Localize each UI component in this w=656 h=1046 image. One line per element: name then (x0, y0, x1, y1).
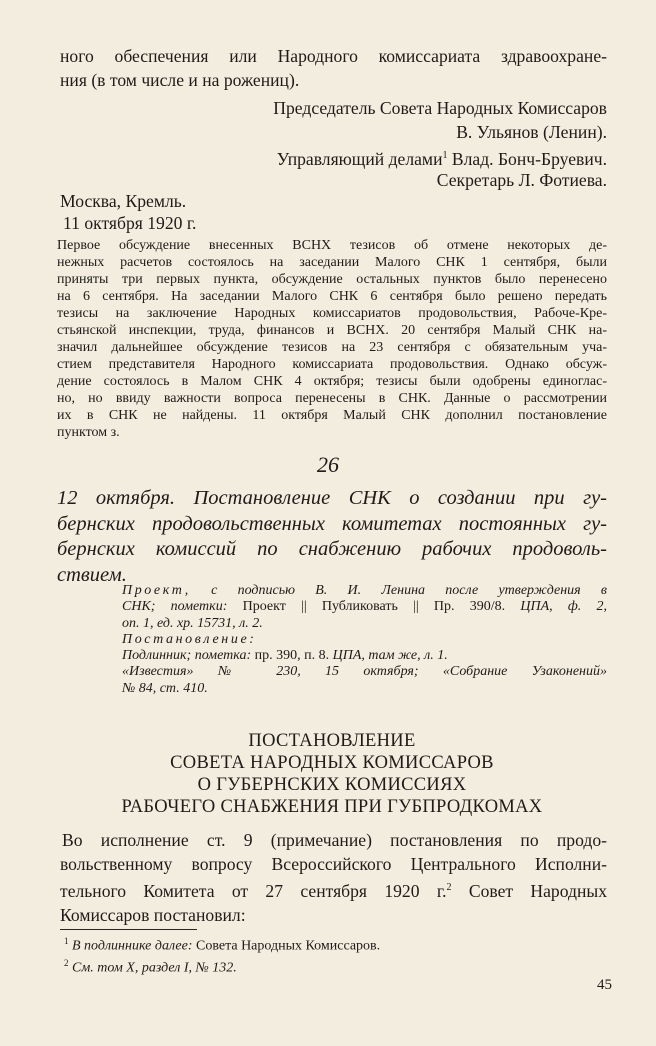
note-line: стием представителя Народного комиссариата продовольствия. Однако обсуж- (57, 357, 607, 372)
note-line: нежных расчетов состоялось на заседании Малого СНК 1 сентября, были (57, 255, 607, 270)
source-line: «Известия» № 230, 15 октября; «Собрание Узаконений» (122, 664, 607, 680)
source-description (122, 583, 607, 697)
continuation-paragraph (60, 44, 607, 92)
title-line: РАБОЧЕГО СНАБЖЕНИЯ ПРИ ГУБПРОДКОМАХ (121, 797, 543, 817)
place: Москва, Кремль. (60, 191, 187, 211)
source-line: Постановление: (122, 631, 257, 647)
chairman-name: В. Ульянов (Ленин). (456, 122, 607, 142)
title-line: О ГУБЕРНСКИХ КОМИССИЯХ (197, 775, 467, 795)
resolution-title (57, 730, 607, 818)
footnote-mark: 1 (442, 150, 448, 161)
note-line: значил дальнейшее обсуждение тезисов на 23 сентября с обязательным уча- (57, 340, 607, 355)
note-line: пунктом з. (57, 425, 120, 440)
source-line: оп. 1, ед. хр. 15731, л. 2. (122, 615, 263, 631)
source-line: Проект, с подписью В. И. Ленина после утверждения в (122, 583, 607, 598)
text-line: ния (в том числе и на рожениц). (60, 70, 300, 90)
heading-line: ствием. (57, 563, 127, 586)
document-heading (57, 486, 607, 588)
place-date (60, 190, 360, 234)
secretary-text: Секретарь Л. Фотиева. (436, 170, 607, 190)
note-line: стьянской инспекции, труда, финансов и ВСНХ. 20 сентября Малый СНК на- (57, 323, 607, 338)
heading-line: бернских продовольственных комитетах постоянных гу- (57, 512, 607, 535)
footnotes (64, 933, 604, 976)
source-line: № 84, ст. 410. (122, 680, 208, 696)
heading-line: бернских комиссий по снабжению рабочих продоволь- (57, 538, 607, 560)
body-line: Комиссаров постановил: (60, 904, 246, 925)
chairman-signature (150, 96, 607, 144)
note-line: Первое обсуждение внесенных ВСНХ тезисов об отмене некоторых де- (57, 238, 607, 253)
footnote-2: $^2$ См. том X, раздел I, № 132. (64, 957, 237, 976)
title-line: СОВЕТА НАРОДНЫХ КОМИССАРОВ (170, 753, 494, 773)
title-line: ПОСТАНОВЛЕНИЕ (248, 731, 416, 751)
manager-name: Влад. Бонч-Бруевич. (447, 148, 607, 169)
body-line: Во исполнение ст. 9 (примечание) постановления по продо- (62, 830, 607, 850)
editorial-note (57, 237, 607, 441)
text-line: ного обеспечения или Народного комиссариата здравоохране- (60, 46, 607, 66)
page-number: 45 (597, 977, 612, 993)
note-line: на 6 сентября. На заседании Малого СНК 6 сентября было решено передать (57, 289, 607, 304)
heading-line: 12 октября. Постановление СНК о создании при гу- (57, 487, 607, 509)
note-line: их в СНК не найдены. 11 октября Малый СНК дополнил постановление (57, 408, 607, 423)
footnote-divider (60, 929, 197, 930)
body-line: вольственному вопросу Всероссийского Центрального Исполни- (60, 854, 607, 874)
source-line: Подлинник; пометка: пр. 390, п. 8. ЦПА, там же, л. 1. (122, 648, 448, 664)
date: 11 октября 1920 г. (63, 213, 197, 233)
footnote-mark: 2 (446, 882, 452, 893)
body-line: тельного Комитета от 27 сентября 1920 г.$^2$ Совет Народных (60, 880, 607, 901)
note-line: дение состоялось в Малом СНК 4 октября; тезисы были одобрены единоглас- (57, 374, 607, 389)
note-line: но, но ввиду важности вопроса перенесены в СНК. Данные о рассмотрении (57, 391, 607, 406)
note-line: тезисы на заключение Народных комиссариатов продовольствия, Рабоче-Кре- (57, 306, 607, 321)
document-number: 26 (317, 452, 339, 477)
source-line: СНК; пометки: Проект || Публиковать || Пр. 390/8. ЦПА, ф. 2, (122, 599, 607, 615)
manager-title: Управляющий делами (276, 148, 443, 169)
chairman-title: Председатель Совета Народных Комиссаров (273, 98, 607, 118)
note-line: приняты три первых пункта, обсуждение остальных пунктов было перенесено (57, 272, 607, 287)
secretary-signature (150, 168, 607, 192)
manager-signature (150, 144, 607, 171)
footnote-1: $^1$ В подлиннике далее: Совета Народных Комиссаров. (64, 936, 381, 954)
body-paragraph (60, 828, 607, 927)
